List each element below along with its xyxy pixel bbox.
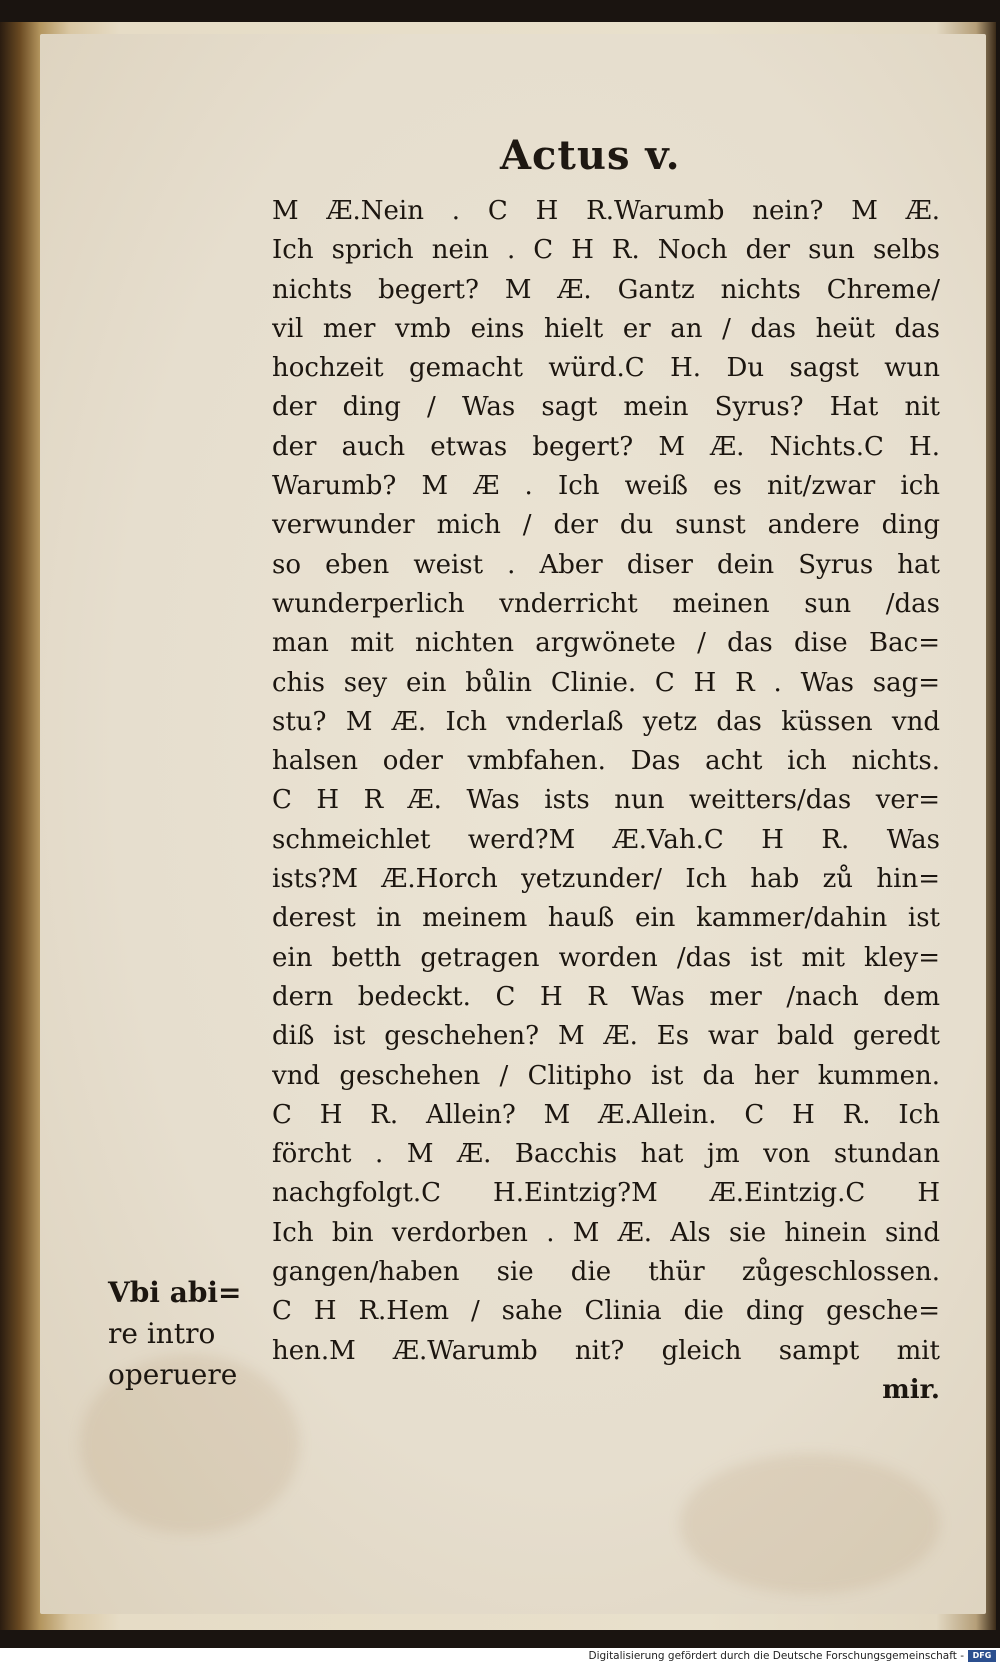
text-line: der auch etwas begert? M Æ. Nichts.C H. <box>272 431 940 462</box>
text-line: der ding / Was sagt mein Syrus? Hat nit <box>272 392 940 423</box>
text-line: hen.M Æ.Warumb nit? gleich sampt mit <box>272 1335 940 1366</box>
main-text-block <box>272 192 940 1410</box>
text-line: mir. <box>882 1374 940 1405</box>
text-line: C H R. Allein? M Æ.Allein. C H R. Ich <box>272 1099 940 1130</box>
text-line: ists?M Æ.Horch yetzunder/ Ich hab zů hin= <box>272 864 940 895</box>
text-line: nachgfolgt.C H.Eintzig?M Æ.Eintzig.C H <box>272 1178 940 1209</box>
dfg-logo: DFG <box>968 1650 996 1662</box>
paper-stain <box>680 1454 940 1594</box>
text-line: förcht . M Æ. Bacchis hat jm von stundan <box>272 1139 940 1170</box>
text-line: vnd geschehen / Clitipho ist da her kummen. <box>272 1060 940 1091</box>
text-line: man mit nichten argwönete / das dise Bac= <box>272 628 940 659</box>
marginal-note-line: Vbi abi= <box>108 1276 242 1309</box>
running-title: Actus v. <box>500 132 681 179</box>
text-line: nichts begert? M Æ. Gantz nichts Chreme/ <box>272 274 940 305</box>
text-line: schmeichlet werd?M Æ.Vah.C H R. Was <box>272 824 940 855</box>
text-line: stu? M Æ. Ich vnderlaß yetz das küssen vnd <box>272 706 940 737</box>
marginal-note-line: operuere <box>108 1358 238 1391</box>
text-line: ein betth getragen worden /das ist mit kley= <box>272 942 940 973</box>
text-line: Warumb? M Æ . Ich weiß es nit/zwar ich <box>272 471 940 502</box>
text-line: M Æ.Nein . C H R.Warumb nein? M Æ. <box>272 196 940 226</box>
text-line: vil mer vmb eins hielt er an / das heüt das <box>272 313 940 344</box>
text-line: C H R Æ. Was ists nun weitters/das ver= <box>272 785 940 816</box>
text-line: derest in meinem hauß ein kammer/dahin ist <box>272 903 940 934</box>
text-line: Ich bin verdorben . M Æ. Als sie hinein sind <box>272 1217 940 1248</box>
text-line: hochzeit gemacht würd.C H. Du sagst wun <box>272 353 940 384</box>
text-line: halsen oder vmbfahen. Das acht ich nichts. <box>272 746 940 777</box>
text-line: dern bedeckt. C H R Was mer /nach dem <box>272 981 940 1012</box>
text-line: diß ist geschehen? M Æ. Es war bald geredt <box>272 1021 940 1052</box>
marginal-note-line: re intro <box>108 1317 216 1350</box>
text-line: so eben weist . Aber diser dein Syrus hat <box>272 549 940 580</box>
footer-credit: Digitalisierung gefördert durch die Deutsche Forschungsgemeinschaft - <box>588 1650 964 1662</box>
text-line: gangen/haben sie die thür zůgeschlossen. <box>272 1257 940 1288</box>
text-line: verwunder mich / der du sunst andere ding <box>272 510 940 541</box>
text-line: wunderperlich vnderricht meinen sun /das <box>272 588 940 619</box>
text-line: Ich sprich nein . C H R. Noch der sun selbs <box>272 235 940 266</box>
text-line: chis sey ein bůlin Clinie. C H R . Was sag= <box>272 667 940 698</box>
marginal-note <box>108 1272 268 1395</box>
text-line: C H R.Hem / sahe Clinia die ding gesche= <box>272 1296 940 1327</box>
